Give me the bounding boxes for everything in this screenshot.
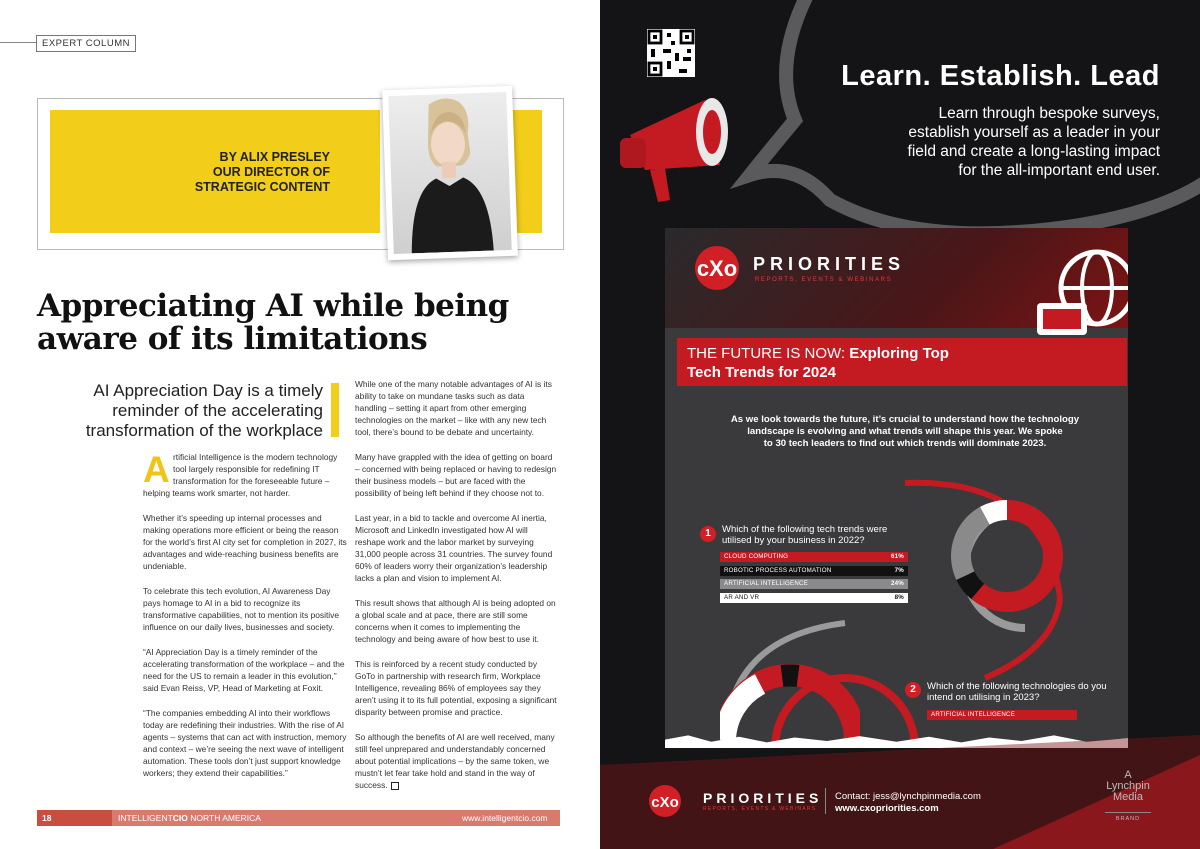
author-portrait-illustration <box>388 92 511 254</box>
paragraph-4: “AI Appreciation Day is a timely reminder of the accelerating transformation of the workplace – and the need for the US to remain a leader in this evolution,” said Evan Reiss, VP, Head of Marketing at Foxit. <box>143 647 345 693</box>
donut-chart-1 <box>947 496 1067 616</box>
trend-bar-label: ROBOTIC PROCESS AUTOMATION <box>724 566 832 574</box>
byline <box>150 150 330 195</box>
contact-email[interactable]: Contact: jess@lynchpinmedia.com <box>835 791 981 802</box>
standfirst-accent-bar <box>331 383 339 437</box>
report-card <box>665 228 1128 748</box>
ad-headline: Learn. Establish. Lead <box>841 60 1160 92</box>
drop-cap: A <box>143 449 170 490</box>
page-number: 18 <box>37 810 112 826</box>
footer-brand: PRIORITIES <box>703 790 823 806</box>
svg-text:cXo: cXo <box>651 794 679 811</box>
byline-role-2: STRATEGIC CONTENT <box>194 180 330 194</box>
trend-bar-robotic-process-automation <box>720 566 908 576</box>
standfirst <box>40 381 323 441</box>
qr-code-icon[interactable] <box>647 29 695 77</box>
right-page-advert <box>600 0 1200 849</box>
card-brand-sub: REPORTS, EVENTS & WEBINARS <box>755 277 893 283</box>
trend-bar-value: 61% <box>891 553 904 560</box>
footer-url[interactable]: www.intelligentcio.com <box>462 813 548 823</box>
trend-bar-artificial-intelligence <box>720 579 908 589</box>
paragraph-1-tail: helping teams work smarter, not harder. <box>143 488 291 498</box>
donut-slice-artificial-intelligence <box>961 516 985 576</box>
paragraph-1-lead: rtificial Intelligence is the modern technology tool largely responsible for redefining IT transformation for the foreseeable future – <box>173 452 338 486</box>
end-mark-icon <box>391 782 399 790</box>
section-tag: EXPERT COLUMN <box>36 35 136 52</box>
article-column-1 <box>143 451 349 792</box>
paragraph-8: Last year, in a bid to tackle and overcome AI inertia, Microsoft and LinkedIn investigated how AI will reshape work and the labor market by surveying 31,000 people across 31 countries. The survey found 60% of leaders worry their organization’s leadership lacks a plan and vision to implement AI. <box>355 513 553 583</box>
paragraph-2: Whether it’s speeding up internal processes and making operations more efficient or being the reason for the world’s first AI city set for completion in 2027, its advantages and wide-reaching business benefits are undeniable. <box>143 513 347 571</box>
byline-author: BY ALIX PRESLEY <box>219 150 330 164</box>
question-2-text: Which of the following technologies do you intend on utilising in 2023? <box>927 681 1107 703</box>
ad-subheadline: Learn through bespoke surveys, establish yourself as a leader in your field and create a long-lasting impact for the all-important end user. <box>907 105 1160 179</box>
trend-bar-cloud-computing <box>720 552 908 562</box>
question-2-bar: ARTIFICIAL INTELLIGENCE <box>927 710 1077 720</box>
question-1-text: Which of the following tech trends were utilised by your business in 2022? <box>722 524 888 546</box>
trend-bar-value: 8% <box>894 594 904 602</box>
paragraph-9: This result shows that although AI is being adopted on a global scale and at pace, there are still some concerns when it comes to implementing the technology and being aware of how best to use it. <box>355 598 556 644</box>
trend-bar-label: CLOUD COMPUTING <box>724 553 789 560</box>
footer-brand-sub: REPORTS, EVENTS & WEBINARS <box>703 806 817 812</box>
trend-bar-label: ARTIFICIAL INTELLIGENCE <box>724 580 809 588</box>
svg-text:cXo: cXo <box>696 256 738 281</box>
byline-role-1: OUR DIRECTOR OF <box>212 165 330 179</box>
website-link[interactable]: www.cxopriorities.com <box>835 803 939 814</box>
card-brand: PRIORITIES <box>753 254 906 274</box>
donut-slice-robotic-process-automation <box>965 576 977 592</box>
donut-chart-2 <box>720 660 860 740</box>
question-2-number: 2 <box>905 682 921 698</box>
standfirst-line-3: transformation of the workplace <box>85 421 323 440</box>
paragraph-5: “The companies embedding AI into their workflows today are redefining their industries. With the rise of AI agents – systems that can act with instruction, memory and context – we’re seeing the next wave of intelligent automation. These tools don’t just support knowledge workers; they extend their capabilities.” <box>143 708 347 778</box>
standfirst-line-2: reminder of the accelerating <box>112 401 323 420</box>
cxo-logo-icon <box>648 784 682 818</box>
trend-bar-label: AR AND VR <box>724 594 760 602</box>
footer-divider <box>825 788 826 814</box>
tag-rule <box>0 42 36 43</box>
trend-bar-value: 7% <box>894 566 904 574</box>
lynchpin-brand-label: BRAND <box>1105 812 1151 822</box>
article-headline: Appreciating AI while being aware of its limitations <box>37 288 509 357</box>
standfirst-line-1: AI Appreciation Day is a timely <box>93 381 323 400</box>
donut-slice-ar-and-vr <box>985 510 1007 516</box>
trend-bar-ar-and-vr <box>720 593 908 603</box>
trend-bar-value: 24% <box>891 580 904 588</box>
paragraph-3: To celebrate this tech evolution, AI Awareness Day pays homage to AI in a bid to recognize its transformative capabilities, not to mention its positive influence on our daily lives, businesses and society. <box>143 586 339 632</box>
paragraph-10: This is reinforced by a recent study conducted by GoTo in partnership with research firm, Workplace Intelligence, revealing 86% of employees say they aren’t using it to its full potential, exposing a significant disparity between promise and practice. <box>355 659 557 717</box>
card-title: THE FUTURE IS NOW: Exploring Top Tech Trends for 2024 <box>687 345 949 381</box>
card-intro: As we look towards the future, it’s crucial to understand how the technology landscape is evolving and what trends will shape this year. We spoke to 30 tech leaders to find out which trends will dominate 2023. <box>730 414 1080 449</box>
megaphone-icon <box>610 90 760 210</box>
paragraph-6: While one of the many notable advantages of AI is its ability to take on mundane tasks such as data handling – setting it apart from other emerging technologies on the market – like with any new tech tool, there’s bound to be debate and uncertainty. <box>355 379 552 437</box>
author-photo <box>382 86 518 260</box>
paragraph-11: So although the benefits of AI are well received, many still feel unprepared and understandably concerned about potential implications – by the same token, we mustn’t let fear take hold and stand in the way of success. <box>355 732 555 790</box>
publication-name: INTELLIGENTCIO NORTH AMERICA <box>118 813 261 823</box>
article-column-2 <box>355 378 558 804</box>
question-1-number: 1 <box>700 526 716 542</box>
paragraph-7: Many have grappled with the idea of getting on board – concerned with being replaced or having to redesign their business models – but are faced with the possibility of being left behind if they choose not to. <box>355 452 557 498</box>
lynchpin-logo: A Lynchpin Media <box>1106 769 1150 803</box>
